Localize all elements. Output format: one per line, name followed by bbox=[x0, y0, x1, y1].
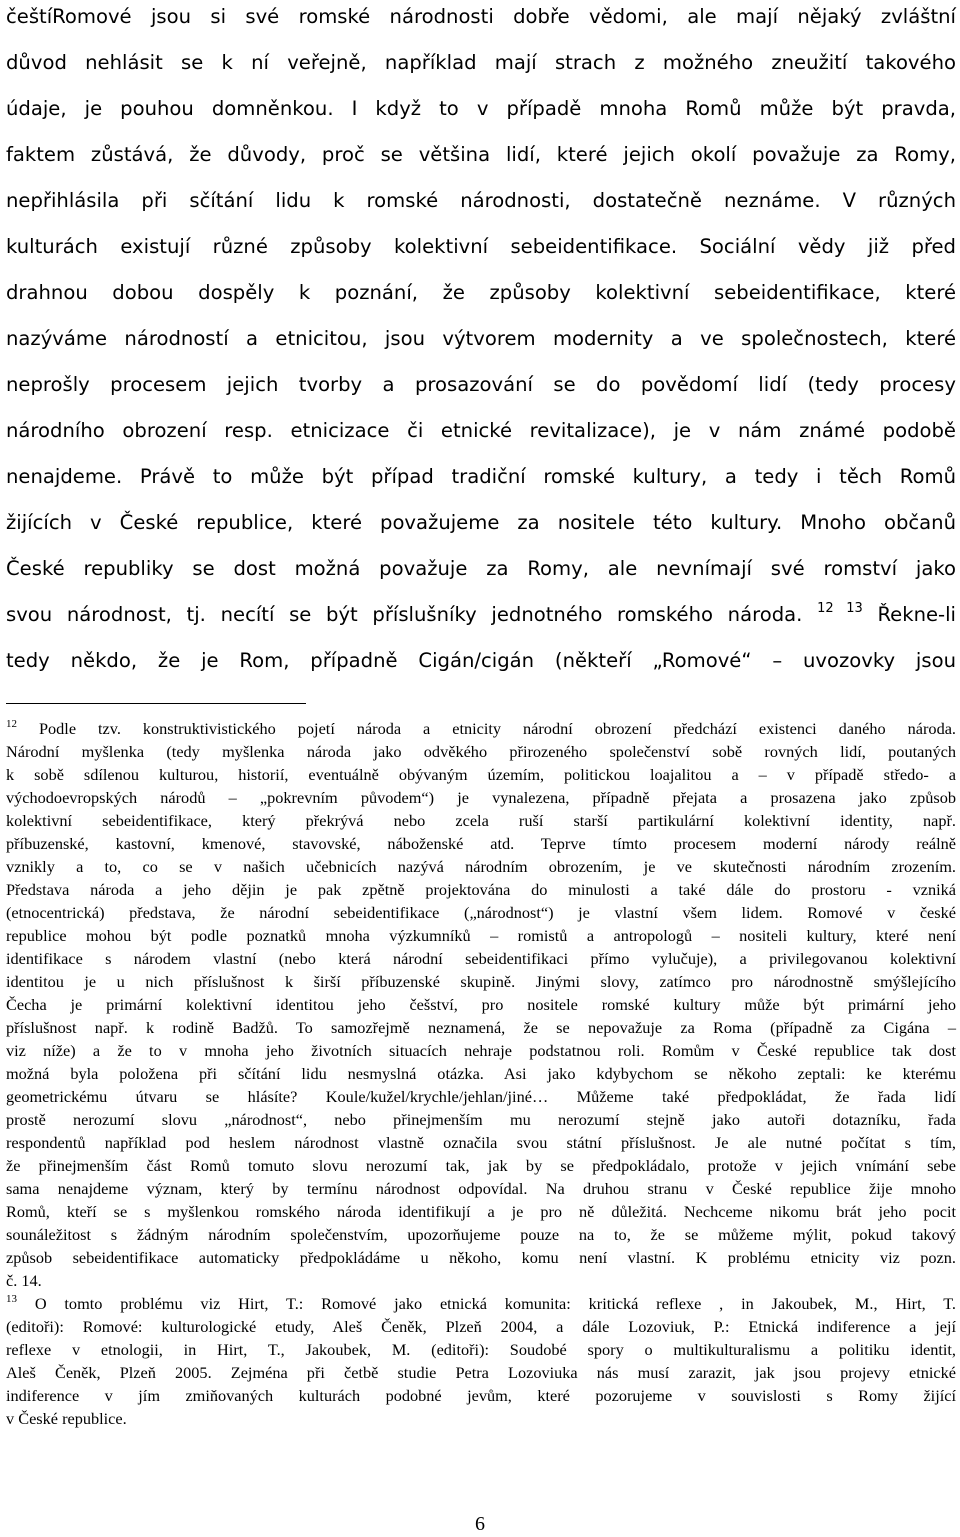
footnote-line: vznikly a to, co se v našich učebnicích nazývá národním obrozením, je ve skutečnosti národním zrozením. bbox=[6, 857, 956, 876]
footnote-line: východoevropských národů – „pokrevním původem“) je vynalezena, případně přejata a prosazena jako způsob bbox=[6, 788, 956, 807]
text-line: kulturách existují různé způsoby kolektivní sebeidentifikace. Sociální vědy již před bbox=[6, 235, 956, 258]
footnote-line bbox=[6, 717, 956, 740]
footnote-line: indiference v jím zmiňovaných kulturách podobné jevům, které pozorujeme v souvislosti s Romy žijící bbox=[6, 1386, 956, 1405]
footnote-line: kolektivní sebeidentifikace, který překrývá nebo zcela ruší starší partikulární kolektivní identity, např. bbox=[6, 811, 956, 830]
footnote-line: Představa národa a jeho dějin je pak zpětně projektována do minulosti a také dále do prostoru - vzniká bbox=[6, 880, 956, 899]
footnote-reference[interactable]: 12 13 bbox=[817, 601, 863, 616]
footnote-line: respondentů například pod heslem národnost vlastně označila svou státní příslušnost. Je ale nutné počítat s tím, bbox=[6, 1133, 956, 1152]
footnote-line: Romů, kteří se s myšlenkou romského národa identifikují a je pro ně důležitá. Nechceme nikomu brát jeho pocit bbox=[6, 1202, 956, 1221]
footnote-line: Aleš Čeněk, Plzeň 2005. Zejména při četbě studie Petra Lozoviuka nás musí zarazit, jak jsou projevy etnické bbox=[6, 1363, 956, 1382]
page-number: 6 bbox=[475, 1513, 485, 1535]
footnote-line: příbuzenské, kastovní, kmenové, stavovské, náboženské atd. Teprve tímto procesem moderní národy reálně bbox=[6, 834, 956, 853]
text-span: svou národnost, tj. necítí se být příslušníky jednotného romského národa. bbox=[6, 603, 803, 626]
footnote-line: sama nenajdeme význam, který by termínu národnost odpovídal. Na druhou stranu v České republice žije mnoho bbox=[6, 1179, 956, 1198]
text-line: národního obrození resp. etnicizace či etnické revitalizace), je v nám známé podobě bbox=[6, 419, 956, 442]
footnote-line: sounáležitost s žádným národním společenstvím, upozorňujeme pouze na to, že se můžeme mýlit, pokud takový bbox=[6, 1225, 956, 1244]
footnote-separator bbox=[6, 703, 306, 704]
footnote-line: k sobě sdílenou kulturou, historií, eventuálně obývaným územím, politickou loajalitou a – v případě středo- a bbox=[6, 765, 956, 784]
footnote-line: identifikace s národem vlastní (nebo která národní sebeidentifikaci přímo vylučuje), a privilegovanou kolektivní bbox=[6, 949, 956, 968]
text-line: neprošly procesem jejich tvorby a prosazování se do povědomí lidí (tedy procesy bbox=[6, 373, 956, 396]
text-line: nepřihlásila při sčítání lidu k romské národnosti, dostatečně neznáme. V různých bbox=[6, 189, 956, 212]
footnote-line: č. 14. bbox=[6, 1271, 42, 1290]
footnote-text: O tomto problému viz Hirt, T.: Romové jako etnická komunita: kritická reflexe , in Jakoubek, M., Hirt, T. bbox=[34, 1294, 956, 1313]
text-line: údaje, je pouhou domněnkou. I když to v případě mnoha Romů může být pravda, bbox=[6, 97, 956, 120]
text-line: drahnou dobou dospěly k poznání, že způsoby kolektivní sebeidentifikace, které bbox=[6, 281, 956, 304]
text-line: nazýváme národností a etnicitou, jsou výtvorem modernity a ve společnostech, které bbox=[6, 327, 956, 350]
text-line bbox=[6, 598, 956, 632]
footnote-line: identitou je u nich příslušnost k širší příbuzenské skupině. Jinými slovy, zatímco pro národnostně smýšlejícího bbox=[6, 972, 956, 991]
footnote-line: geometrickému útvaru se hlásíte? Koule/kužel/krychle/jehlan/jiné… Můžeme také předpokládat, že řada lidí bbox=[6, 1087, 956, 1106]
text-line: důvod nehlásit se k ní veřejně, například mají strach z možného zneužití takového bbox=[6, 51, 956, 74]
footnote-line bbox=[6, 1292, 956, 1315]
footnote-line: v České republice. bbox=[6, 1409, 127, 1428]
footnote-line: (editoři): Romové: kulturologické etudy, Aleš Čeněk, Plzeň 2004, a dále Lozoviuk, P.: Etnická indiference a její bbox=[6, 1317, 956, 1336]
footnote-line: možná byla položena při sčítání lidu nesmyslná otázka. Asi jako kdybychom se někoho zeptali: ke kterému bbox=[6, 1064, 956, 1083]
footnote-line: reflexe v etnologii, in Hirt, T., Jakoubek, M. (editoři): Soudobé spory o multikulturalismu a politiku identit, bbox=[6, 1340, 956, 1359]
text-line: nenajdeme. Právě to může být případ tradiční romské kultury, a tedy i těch Romů bbox=[6, 465, 956, 488]
text-line: tedy někdo, že je Rom, případně Cigán/cigán (někteří „Romové“ – uvozovky jsou bbox=[6, 649, 956, 672]
footnote-number: 12 bbox=[6, 718, 17, 730]
footnote-line: Čecha je primární kolektivní identitou jeho češství, pro nositele romské kultury může být primární jeho bbox=[6, 995, 956, 1014]
footnote-line: prostě nerozumí slovu „národnost“, nebo přinejmenším mu nerozumí stejně jako autoři dotazníku, řada bbox=[6, 1110, 956, 1129]
text-line: faktem zůstává, že důvody, proč se většina lidí, které jejich okolí považuje za Romy, bbox=[6, 143, 956, 166]
footnote-number: 13 bbox=[6, 1293, 17, 1305]
footnote-line: Národní myšlenka (tedy myšlenka národa jako odvěkého přirozeného společenství sobě rovných lidí, poutaných bbox=[6, 742, 956, 761]
text-line: České republiky se dost možná považuje za Romy, ale nevnímají své romství jako bbox=[6, 557, 956, 580]
footnote-line: že přinejmenším část Romů tomuto slovu nerozumí tak, jak by se předpokládalo, protože v jejich vnímání sebe bbox=[6, 1156, 956, 1175]
footnote-line: (etnocentrická) představa, že národní sebeidentifikace („národnost“) je vlastní všem lidem. Romové v české bbox=[6, 903, 956, 922]
footnote-line: příslušnost např. k rodině Badžů. To samozřejmě neznamená, že se nepovažuje za Roma (případně za Cigána – bbox=[6, 1018, 956, 1037]
text-line: češtíRomové jsou si své romské národnosti dobře vědomi, ale mají nějaký zvláštní bbox=[6, 5, 956, 28]
footnote-text: Podle tzv. konstruktivistického pojetí národa a etnicity národní obrození předchází existenci daného národa. bbox=[38, 719, 957, 738]
footnote-line: viz níže) a že to v mnoha jeho životních situacích nehraje podstatnou roli. Romům v České republice tak dost bbox=[6, 1041, 956, 1060]
text-span: Řekne-li bbox=[877, 603, 957, 626]
footnote-line: republice mohou být podle poznatků mnoha výzkumníků – romistů a antropologů – nositeli kultury, které není bbox=[6, 926, 956, 945]
footnote-line: způsob sebeidentifikace automaticky předpokládáme u někoho, komu není vlastní. K problému etnicity viz pozn. bbox=[6, 1248, 956, 1267]
text-line: žijících v České republice, které považujeme za nositele této kultury. Mnoho občanů bbox=[6, 511, 956, 534]
